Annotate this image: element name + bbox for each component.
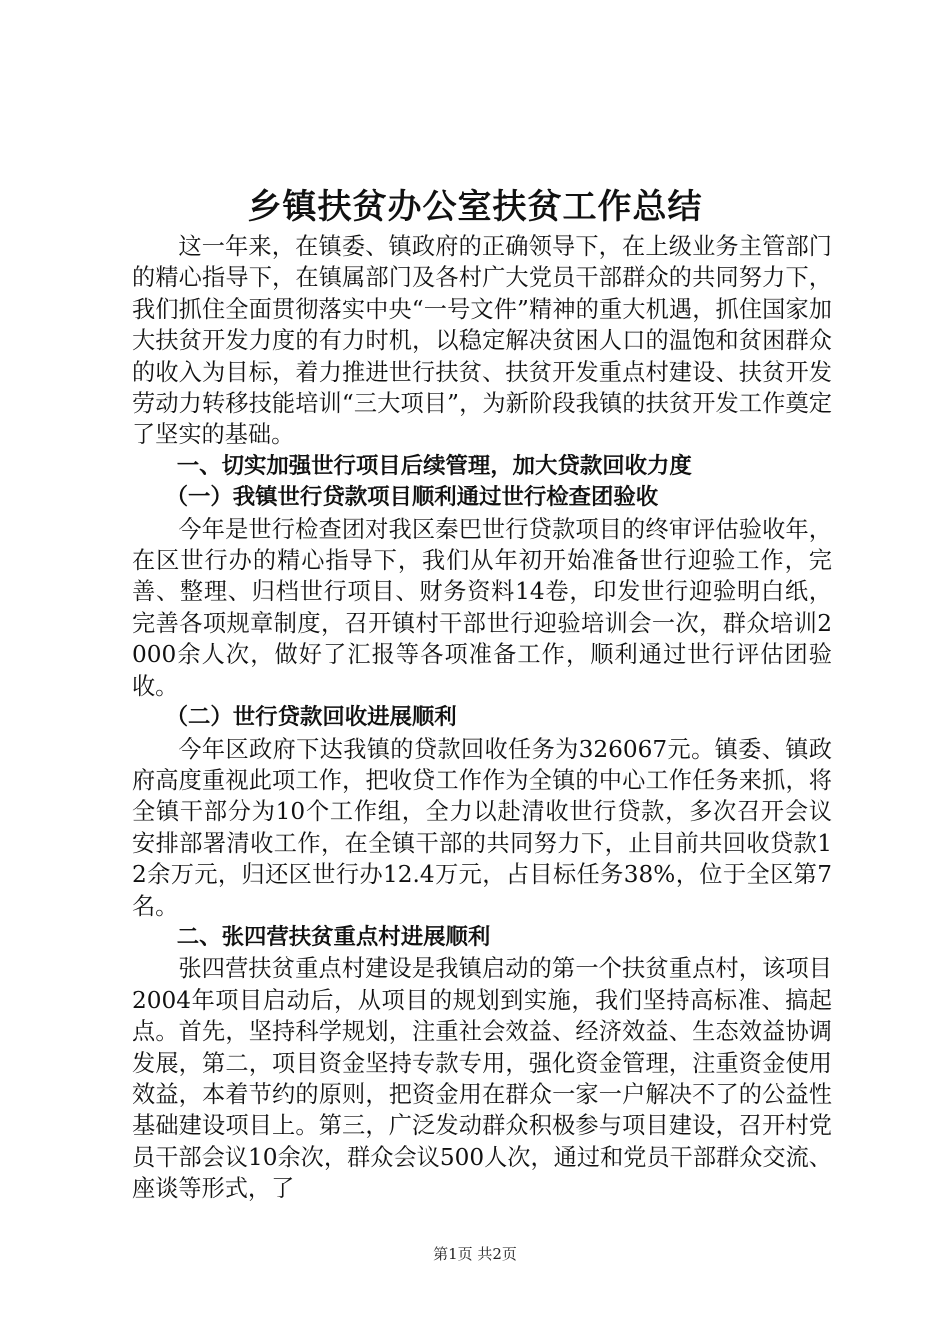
page-number-footer: 第1页 共2页 <box>433 1245 517 1263</box>
paragraph-2: 今年区政府下达我镇的贷款回收任务为326067元。镇委、镇政府高度重视此项工作，把收贷工作作为全镇的中心工作任务来抓，将全镇干部分为10个工作组，全力以赴清收世行贷款，多次召开会议安排部署清收工作，在全镇干部的共同努力下，止目前共回收贷款12余万元，归还区世行办12.4万元，占目标任务38%，位于全区第7名。 <box>132 735 832 920</box>
document-title: 乡镇扶贫办公室扶贫工作总结 <box>247 187 703 227</box>
document-body <box>132 231 832 1205</box>
subsection-heading-2: （二）世行贷款回收进展顺利 <box>165 704 457 731</box>
section-heading-2: 二、张四营扶贫重点村进展顺利 <box>176 923 491 950</box>
paragraph-3: 张四营扶贫重点村建设是我镇启动的第一个扶贫重点村，该项目2004年项目启动后，从项目的规划到实施，我们坚持高标准、搞起点。首先，坚持科学规划，注重社会效益、经济效益、生态效益协调发展，第二，项目资金坚持专款专用，强化资金管理，注重资金使用效益，本着节约的原则，把资金用在群众一家一户解决不了的公益性基础建设项目上。第三，广泛发动群众积极参与项目建设，召开村党员干部会议10余次，群众会议500人次，通过和党员干部群众交流、座谈等形式，了 <box>132 955 832 1203</box>
paragraph-1: 今年是世行检查团对我区秦巴世行贷款项目的终审评估验收年，在区世行办的精心指导下，我们从年初开始准备世行迎验工作，完善、整理、归档世行项目、财务资料14卷，印发世行迎验明白纸，完善各项规章制度，召开镇村干部世行迎验培训会一次，群众培训2000余人次，做好了汇报等各项准备工作，顺利通过世行评估团验收。 <box>132 515 832 700</box>
section-heading-1: 一、切实加强世行项目后续管理，加大贷款回收力度 <box>176 452 692 479</box>
intro-paragraph: 这一年来，在镇委、镇政府的正确领导下，在上级业务主管部门的精心指导下，在镇属部门及各村广大党员干部群众的共同努力下，我们抓住全面贯彻落实中央“一号文件”精神的重大机遇，抓住国家加大扶贫开发力度的有力时机，以稳定解决贫困人口的温饱和贫困群众的收入为目标，着力推进世行扶贫、扶贫开发重点村建设、扶贫开发劳动力转移技能培训“三大项目”，为新阶段我镇的扶贫开发工作奠定了坚实的基础。 <box>132 233 832 449</box>
subsection-heading-1: （一）我镇世行贷款项目顺利通过世行检查团验收 <box>165 484 659 511</box>
